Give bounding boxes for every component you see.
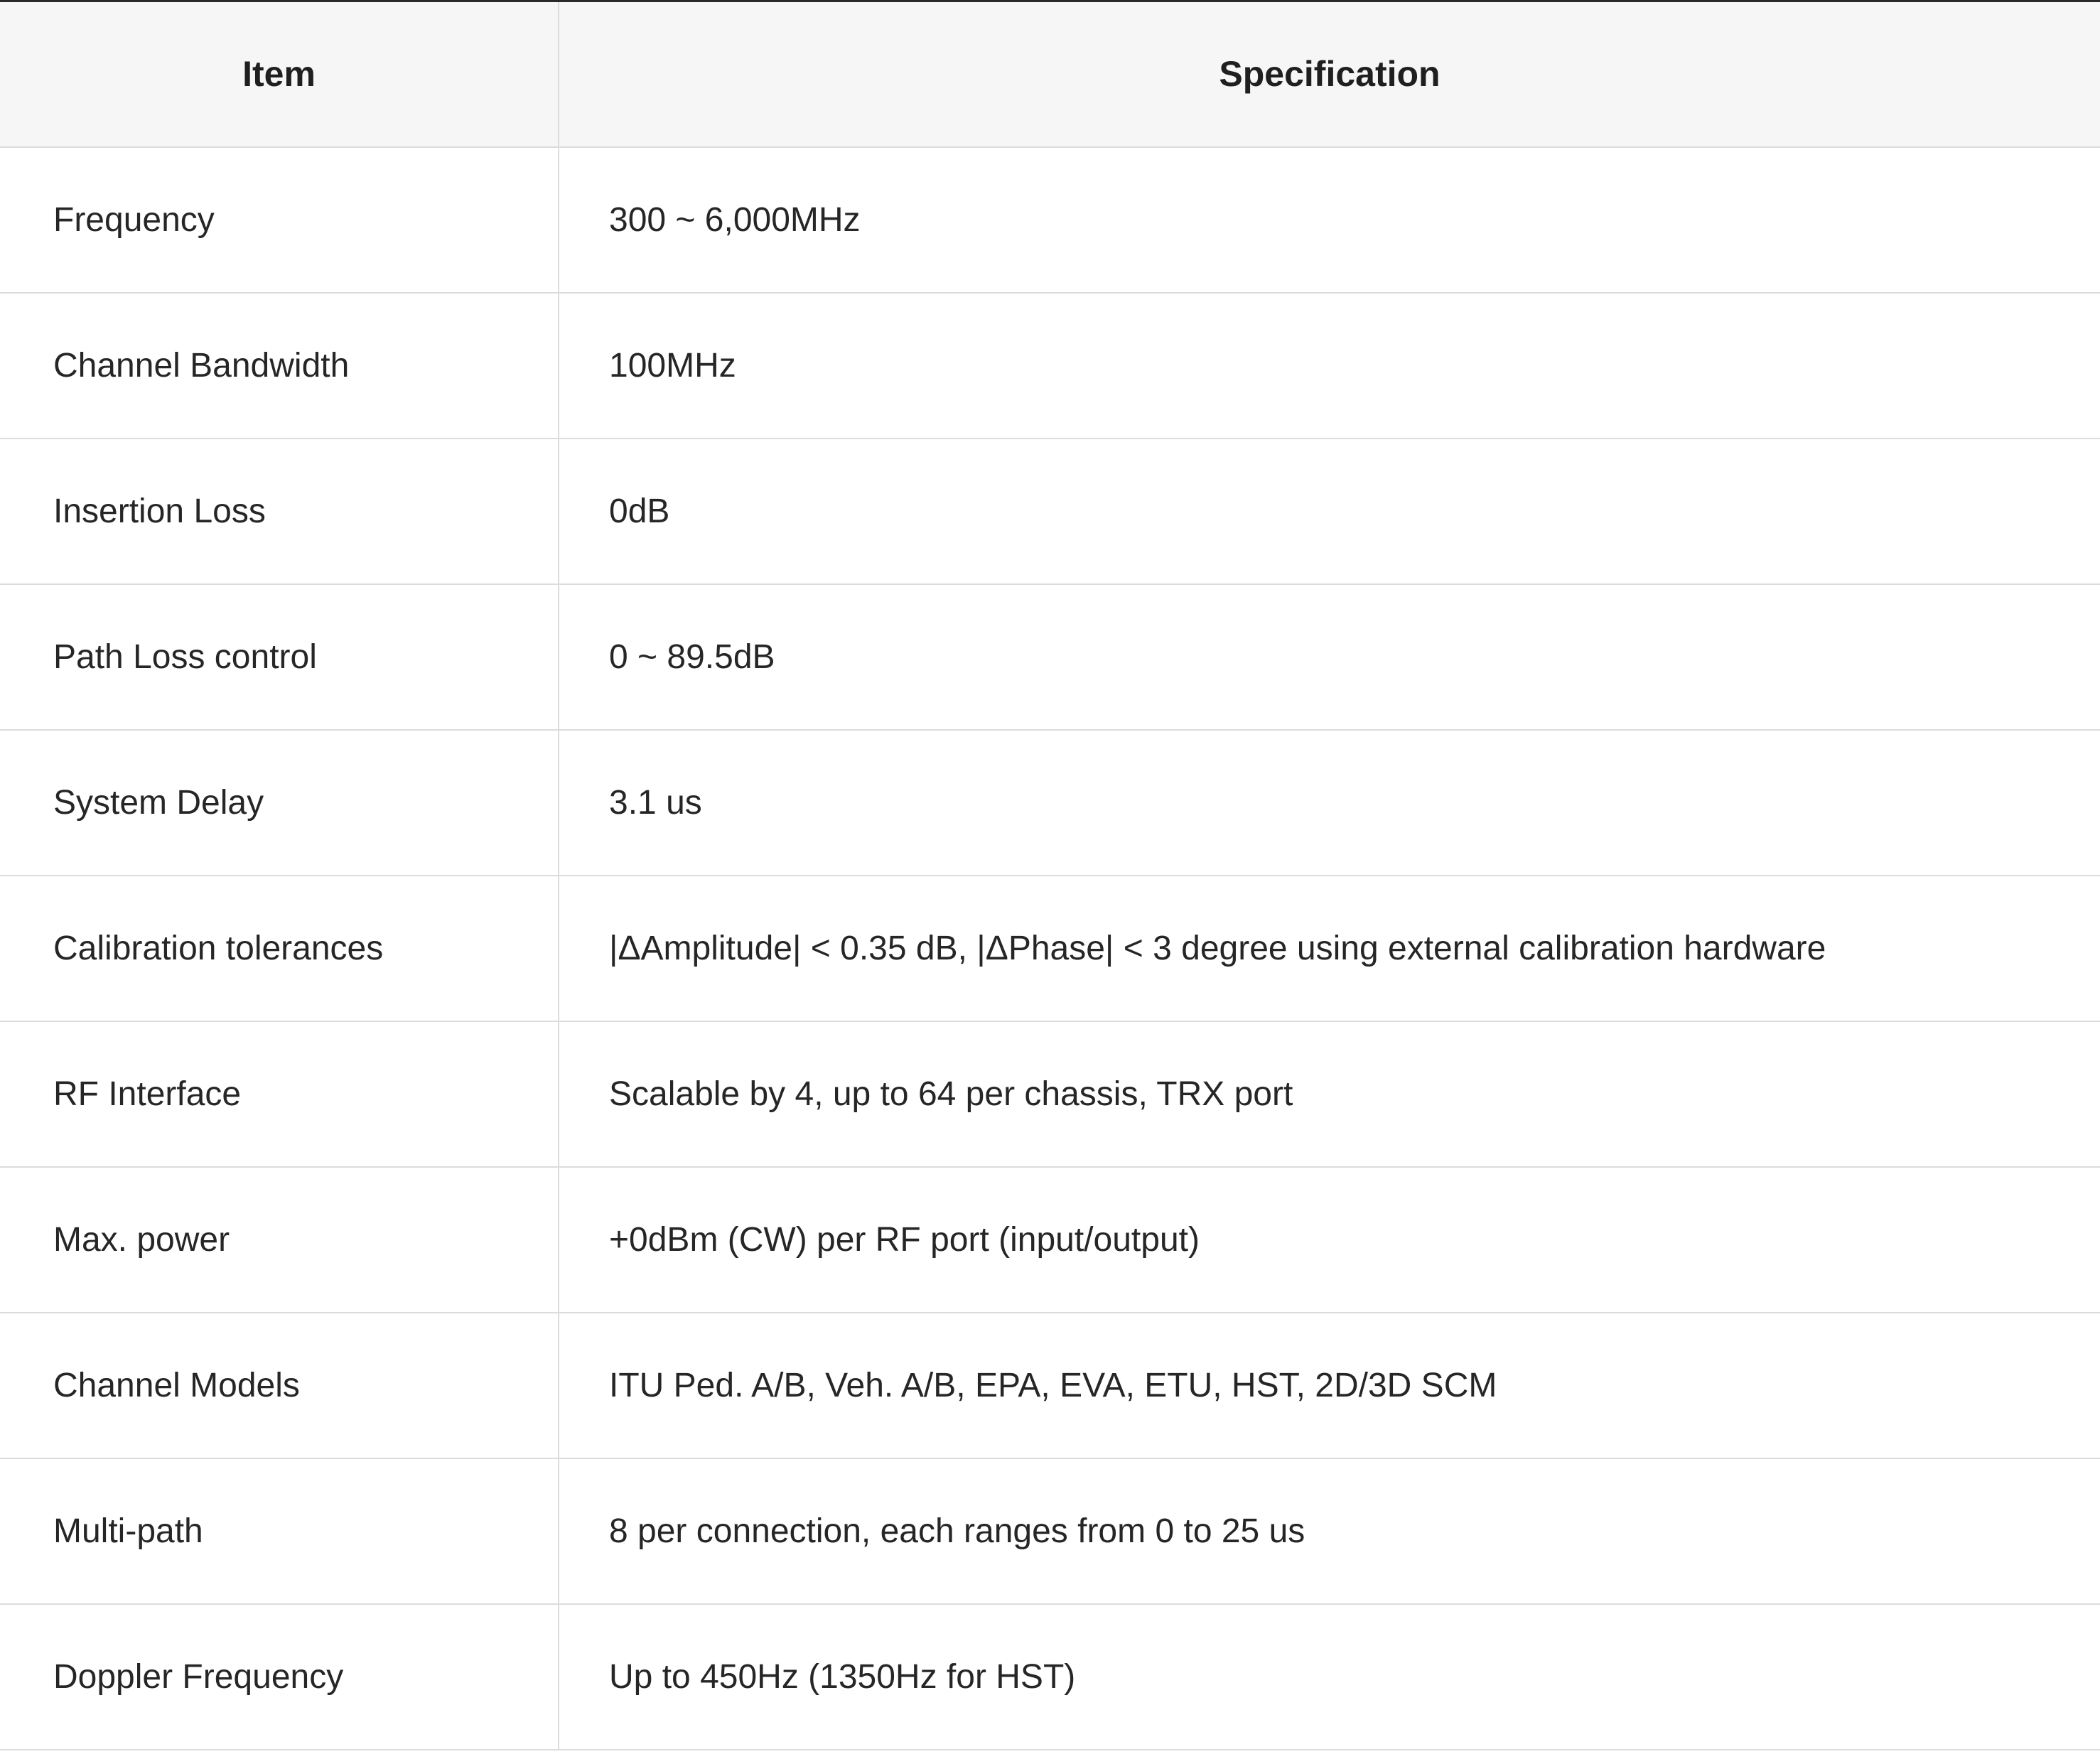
spec-cell: ITU Ped. A/B, Veh. A/B, EPA, EVA, ETU, HST, 2D/3D SCM <box>559 1313 2100 1458</box>
spec-cell: 8 per connection, each ranges from 0 to 25 us <box>559 1458 2100 1604</box>
table-row <box>0 876 2100 1021</box>
item-cell: Doppler Frequency <box>0 1604 559 1750</box>
table-row <box>0 1021 2100 1167</box>
item-cell: Path Loss control <box>0 584 559 730</box>
table-row <box>0 147 2100 293</box>
table-row <box>0 730 2100 876</box>
spec-cell: 0dB <box>559 439 2100 584</box>
item-cell: System Delay <box>0 730 559 876</box>
header-row <box>0 1 2100 147</box>
table-row <box>0 439 2100 584</box>
item-cell: Frequency <box>0 147 559 293</box>
spec-cell: Scalable by 4, up to 64 per chassis, TRX port <box>559 1021 2100 1167</box>
spec-cell: |ΔAmplitude| < 0.35 dB, |ΔPhase| < 3 degree using external calibration hardware <box>559 876 2100 1021</box>
table-header <box>0 1 2100 147</box>
spec-cell: +0dBm (CW) per RF port (input/output) <box>559 1167 2100 1313</box>
item-cell: Insertion Loss <box>0 439 559 584</box>
table-row <box>0 1458 2100 1604</box>
item-cell: RF Interface <box>0 1021 559 1167</box>
spec-cell: 300 ~ 6,000MHz <box>559 147 2100 293</box>
item-cell: Calibration tolerances <box>0 876 559 1021</box>
spec-cell: 3.1 us <box>559 730 2100 876</box>
spec-cell: Up to 450Hz (1350Hz for HST) <box>559 1604 2100 1750</box>
table-row <box>0 1604 2100 1750</box>
header-item: Item <box>0 1 559 147</box>
item-cell: Multi-path <box>0 1458 559 1604</box>
table-row <box>0 1313 2100 1458</box>
table-row <box>0 584 2100 730</box>
table-row <box>0 293 2100 439</box>
item-cell: Max. power <box>0 1167 559 1313</box>
table-row <box>0 1167 2100 1313</box>
table-body <box>0 147 2100 1750</box>
spec-cell: 0 ~ 89.5dB <box>559 584 2100 730</box>
item-cell: Channel Bandwidth <box>0 293 559 439</box>
header-specification: Specification <box>559 1 2100 147</box>
spec-cell: 100MHz <box>559 293 2100 439</box>
item-cell: Channel Models <box>0 1313 559 1458</box>
